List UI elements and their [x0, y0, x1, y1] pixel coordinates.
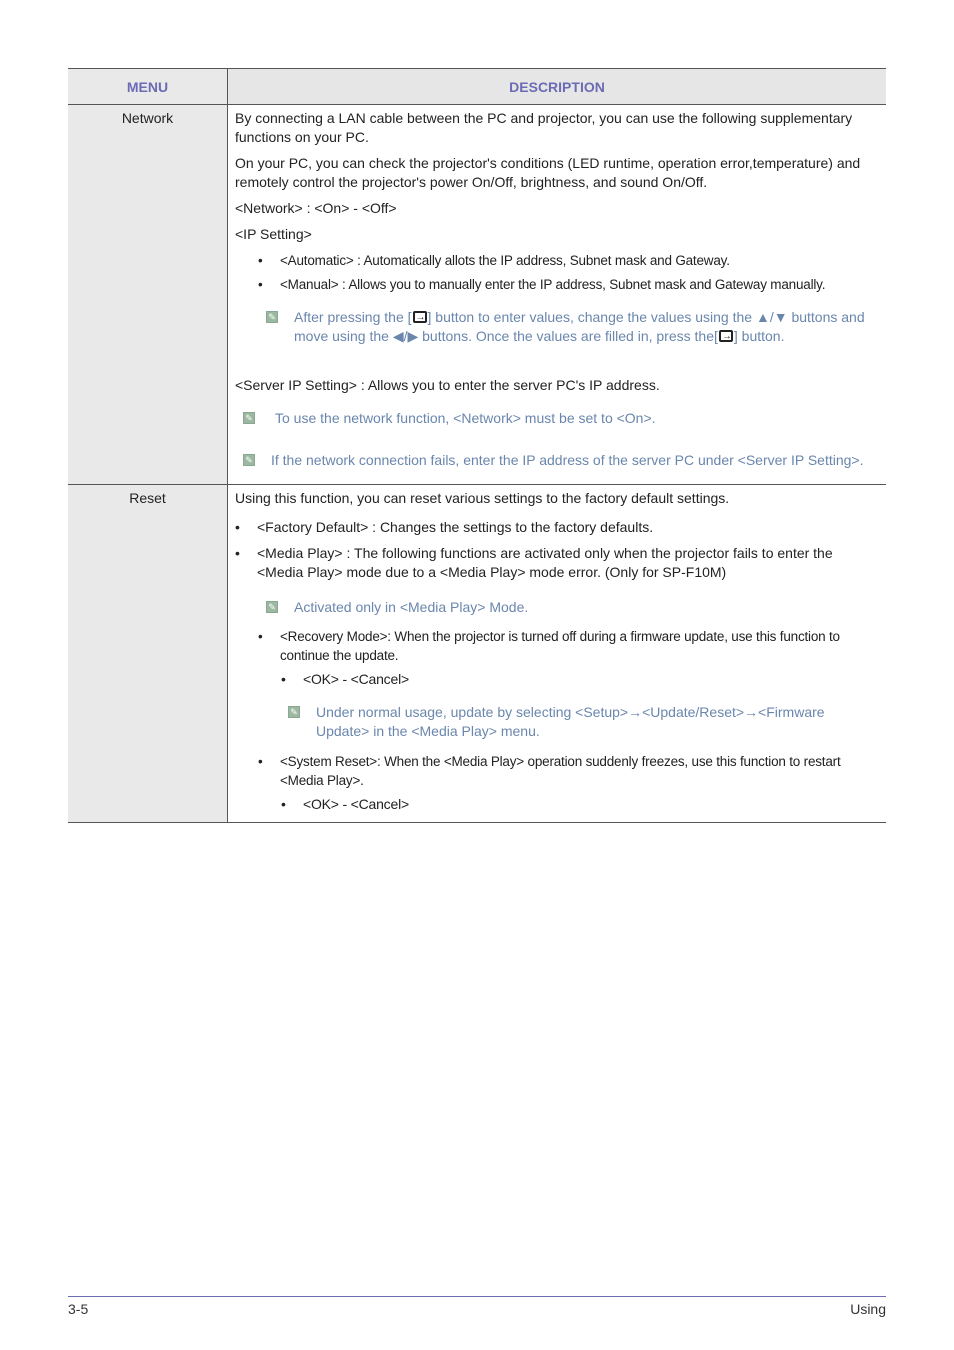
note-firmware-update: [288, 703, 878, 741]
menu-table: [68, 68, 886, 823]
menu-cell-network: [68, 105, 228, 484]
server-ip-setting: <Server IP Setting> : Allows you to enter the server PC's IP address.: [235, 377, 660, 393]
recovery-list: [235, 627, 878, 665]
list-item: • <Manual> : Allows you to manually enter the IP address, Subnet mask and Gateway manually.: [280, 275, 878, 294]
section-name: Using: [850, 1301, 886, 1317]
system-reset-list: [235, 752, 878, 790]
note-icon: ✎: [243, 412, 255, 424]
note-icon: ✎: [288, 706, 300, 718]
note-network-on: [243, 409, 878, 428]
note-text-a: After pressing the [: [294, 309, 412, 325]
network-option: <Network> : <On> - <Off>: [235, 200, 397, 216]
note-text-b: ] button to enter values, change the values using the ▲/▼ buttons and move using the ◀/▶ buttons. Once the values are filled in, press the[: [294, 309, 865, 344]
menu-label-network: Network: [121, 110, 174, 126]
list-item: • <Factory Default> : Changes the settings to the factory defaults.: [257, 518, 878, 537]
table-row-network: [68, 105, 886, 485]
menu-column-header: MENU: [68, 69, 228, 104]
menu-label-reset: Reset: [129, 490, 166, 506]
note-enter-values: [266, 308, 878, 346]
network-remote-control: On your PC, you can check the projector's conditions (LED runtime, operation error,temperature) and remotely control the projector's power On/Off, brightness, and sound On/Off.: [235, 155, 861, 190]
description-column-header: DESCRIPTION: [509, 78, 605, 95]
list-item: • <Recovery Mode>: When the projector is turned off during a firmware update, use this function to continue the update.: [280, 627, 878, 665]
ip-setting-list: [235, 251, 878, 294]
enter-button-icon: [719, 330, 733, 342]
note-text-c: ] button.: [733, 328, 785, 344]
note-text: If the network connection fails, enter the IP address of the server PC under <Server IP Setting>.: [271, 452, 864, 468]
description-cell-reset: [228, 485, 886, 822]
note-text: To use the network function, <Network> must be set to <On>.: [275, 410, 656, 426]
list-item: • <System Reset>: When the <Media Play> operation suddenly freezes, use this function to restart <Media Play>.: [280, 752, 878, 790]
note-icon: ✎: [266, 311, 278, 323]
table-header-row: [68, 69, 886, 105]
note-icon: ✎: [266, 601, 278, 613]
list-item: • <OK> - <Cancel>: [303, 670, 878, 689]
note-icon: ✎: [243, 454, 255, 466]
menu-cell-reset: [68, 485, 228, 822]
table-row-reset: [68, 485, 886, 823]
enter-button-icon: [413, 311, 427, 323]
list-item: • <OK> - <Cancel>: [303, 795, 878, 814]
list-item: • <Media Play> : The following functions are activated only when the projector fails to enter the <Media Play> mode due to a <Media Play> mode error. (Only for SP-F10M): [257, 544, 878, 582]
page-number: 3-5: [68, 1301, 89, 1317]
note-text: Activated only in <Media Play> Mode.: [294, 599, 529, 615]
system-reset-sub-list: [235, 795, 878, 814]
ip-setting-title: <IP Setting>: [235, 226, 312, 242]
description-cell-network: [228, 105, 886, 484]
network-intro: By connecting a LAN cable between the PC and projector, you can use the following supplementary functions on your PC.: [235, 110, 853, 145]
list-item: • <Automatic> : Automatically allots the IP address, Subnet mask and Gateway.: [280, 251, 878, 270]
note-text: Under normal usage, update by selecting <Setup>→<Update/Reset>→<Firmware Update> in the <Media Play> menu.: [316, 704, 825, 739]
reset-list: [235, 518, 878, 582]
note-media-play-mode: [266, 598, 878, 617]
note-connection-fails: [243, 451, 878, 470]
page-footer: [68, 1296, 886, 1317]
recovery-sub-list: [235, 670, 878, 689]
reset-intro: Using this function, you can reset various settings to the factory default settings.: [235, 490, 730, 506]
